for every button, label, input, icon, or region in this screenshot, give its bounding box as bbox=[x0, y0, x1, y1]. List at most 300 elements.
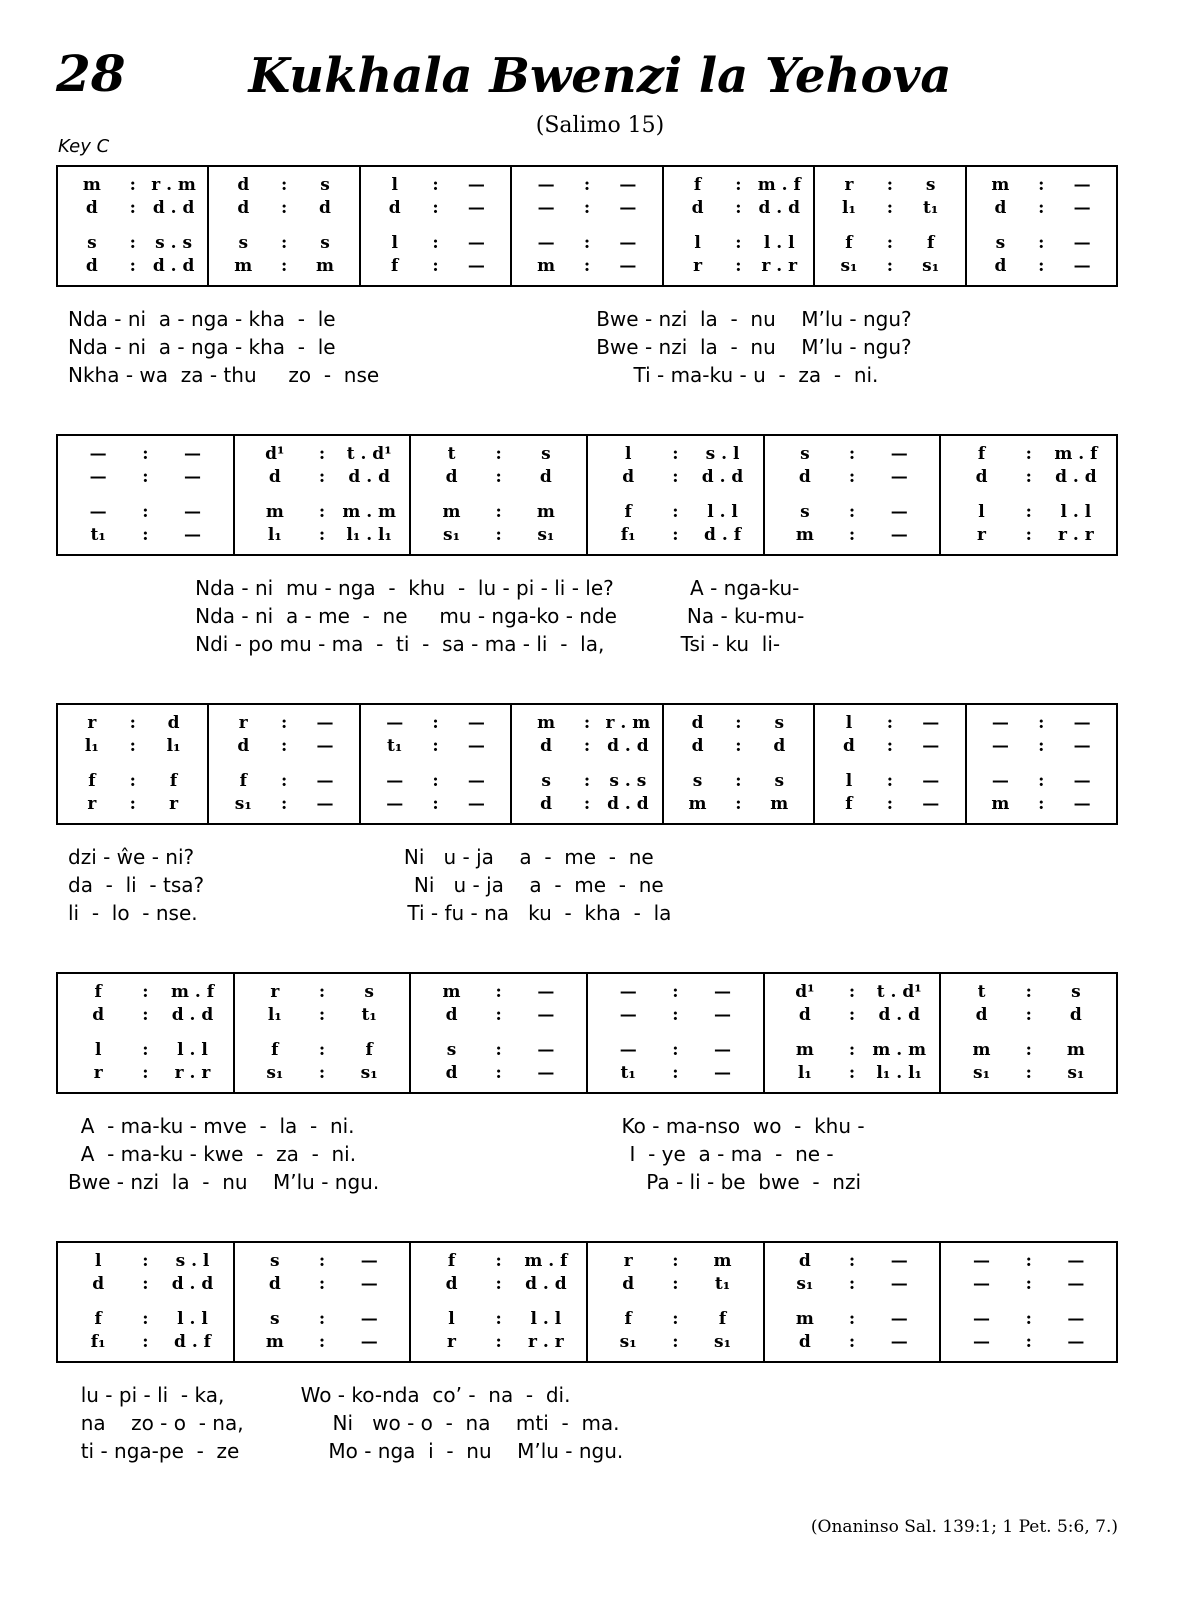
solfa-note: m bbox=[795, 525, 814, 545]
solfa-note: t . d¹ bbox=[346, 444, 392, 464]
solfa-row bbox=[941, 982, 1116, 1002]
solfa-note: s₁ bbox=[1067, 1063, 1085, 1083]
solfa-note: — bbox=[184, 502, 202, 522]
solfa-note: l bbox=[448, 1309, 455, 1329]
solfa-note: d bbox=[798, 467, 811, 487]
solfa-note: — bbox=[973, 1309, 991, 1329]
solfa-row bbox=[765, 1274, 940, 1294]
solfa-note: — bbox=[890, 467, 908, 487]
lyric-line: Nkha - wa za - thu zo - nse Ti - ma-ku - u - za - ni. bbox=[68, 363, 879, 387]
solfa-row bbox=[58, 525, 233, 545]
solfa-row bbox=[411, 1063, 586, 1083]
solfa-row bbox=[941, 1040, 1116, 1060]
solfa-row bbox=[411, 982, 586, 1002]
beat-colon: : bbox=[432, 736, 439, 756]
solfa-note: — bbox=[714, 1005, 732, 1025]
measure bbox=[588, 1243, 765, 1361]
solfa-row bbox=[664, 198, 813, 218]
solfa-note: l₁ bbox=[84, 736, 99, 756]
solfa-note: d . d bbox=[152, 198, 195, 218]
solfa-row bbox=[411, 502, 586, 522]
solfa-note: d bbox=[85, 198, 98, 218]
beat-colon: : bbox=[886, 233, 893, 253]
solfa-note: r . r bbox=[1058, 525, 1094, 545]
solfa-note: r . r bbox=[174, 1063, 211, 1083]
beat-colon: : bbox=[281, 713, 288, 733]
solfa-note: — bbox=[991, 713, 1009, 733]
beat-colon: : bbox=[281, 736, 288, 756]
solfa-note: s₁ bbox=[360, 1063, 378, 1083]
beat-colon: : bbox=[1025, 467, 1032, 487]
solfa-note: d bbox=[237, 198, 250, 218]
solfa-note: f bbox=[977, 444, 986, 464]
beat-colon: : bbox=[848, 1251, 856, 1271]
solfa-note: — bbox=[316, 771, 334, 791]
solfa-row bbox=[512, 771, 661, 791]
solfa-row bbox=[765, 1309, 940, 1329]
solfa-note: d bbox=[85, 256, 98, 276]
solfa-note: — bbox=[973, 1251, 991, 1271]
solfa-note: l bbox=[94, 1251, 102, 1271]
solfa-note: l bbox=[845, 771, 853, 791]
solfa-row bbox=[235, 1040, 410, 1060]
solfa-row bbox=[411, 444, 586, 464]
solfa-note: r bbox=[87, 794, 97, 814]
solfa-note: t bbox=[447, 444, 456, 464]
solfa-row bbox=[58, 175, 207, 195]
solfa-note: — bbox=[537, 198, 555, 218]
solfa-note: — bbox=[537, 233, 555, 253]
solfa-note: d bbox=[773, 736, 786, 756]
beat-colon: : bbox=[1038, 771, 1045, 791]
solfa-note: — bbox=[316, 736, 334, 756]
measure bbox=[58, 436, 235, 554]
solfa-note: m bbox=[82, 175, 101, 195]
solfa-note: s₁ bbox=[443, 525, 461, 545]
solfa-note: — bbox=[991, 771, 1009, 791]
beat-colon: : bbox=[1025, 444, 1032, 464]
solfa-note: d . f bbox=[174, 1332, 211, 1352]
solfa-note: — bbox=[922, 713, 940, 733]
beat-colon: : bbox=[495, 525, 502, 545]
solfa-row bbox=[361, 198, 510, 218]
solfa-note: — bbox=[537, 175, 555, 195]
solfa-note: f bbox=[169, 771, 178, 791]
solfa-row bbox=[765, 982, 940, 1002]
measure bbox=[588, 974, 765, 1092]
beat-colon: : bbox=[672, 1063, 679, 1083]
measure bbox=[235, 1243, 412, 1361]
beat-colon: : bbox=[142, 1251, 149, 1271]
solfa-row bbox=[588, 467, 763, 487]
solfa-note: — bbox=[316, 794, 334, 814]
beat-colon: : bbox=[129, 771, 136, 791]
solfa-note: s bbox=[364, 982, 374, 1002]
beat-colon: : bbox=[886, 771, 893, 791]
solfa-note: r bbox=[238, 713, 248, 733]
solfa-note: d bbox=[691, 713, 704, 733]
measure bbox=[361, 167, 512, 285]
solfa-note: s₁ bbox=[234, 794, 252, 814]
beat-colon: : bbox=[848, 502, 856, 522]
solfa-note: — bbox=[467, 198, 485, 218]
beat-colon: : bbox=[495, 1332, 502, 1352]
solfa-note: — bbox=[973, 1274, 991, 1294]
measure bbox=[411, 974, 588, 1092]
solfa-note: d bbox=[975, 467, 988, 487]
beat-colon: : bbox=[735, 198, 742, 218]
solfa-note: d bbox=[92, 1274, 105, 1294]
solfa-note: — bbox=[1073, 736, 1091, 756]
beat-colon: : bbox=[1025, 1309, 1032, 1329]
solfa-row bbox=[588, 525, 763, 545]
solfa-row bbox=[58, 502, 233, 522]
solfa-note: d bbox=[975, 1005, 988, 1025]
solfa-note: l bbox=[391, 233, 398, 253]
lyric-line: Bwe - nzi la - nu M’lu - ngu. Pa - li - be bwe - nzi bbox=[68, 1170, 862, 1194]
solfa-note: f bbox=[718, 1309, 727, 1329]
solfa-note: — bbox=[467, 713, 485, 733]
beat-colon: : bbox=[1038, 233, 1045, 253]
solfa-note: s bbox=[238, 233, 249, 253]
solfa-note: r bbox=[844, 175, 854, 195]
beat-colon: : bbox=[318, 1332, 326, 1352]
solfa-note: d¹ bbox=[795, 982, 815, 1002]
solfa-note: s . s bbox=[155, 233, 193, 253]
measure bbox=[664, 167, 815, 285]
solfa-note: — bbox=[619, 1005, 637, 1025]
solfa-row bbox=[664, 256, 813, 276]
measure bbox=[209, 167, 360, 285]
solfa-note: m . f bbox=[170, 982, 215, 1002]
solfa-note: t₁ bbox=[361, 1005, 377, 1025]
beat-colon: : bbox=[281, 198, 288, 218]
beat-colon: : bbox=[1038, 198, 1045, 218]
solfa-note: m bbox=[795, 1040, 814, 1060]
solfa-row bbox=[664, 771, 813, 791]
measure bbox=[967, 705, 1116, 823]
solfa-row bbox=[235, 1005, 410, 1025]
solfa-note: — bbox=[619, 198, 637, 218]
solfa-note: — bbox=[1073, 175, 1091, 195]
solfa-note: — bbox=[922, 736, 940, 756]
measure bbox=[512, 167, 663, 285]
beat-colon: : bbox=[142, 1063, 149, 1083]
solfa-note: — bbox=[1067, 1332, 1085, 1352]
solfa-note: t₁ bbox=[714, 1274, 731, 1294]
solfa-note: r bbox=[87, 713, 97, 733]
solfa-row bbox=[815, 713, 964, 733]
beat-colon: : bbox=[281, 794, 288, 814]
solfa-note: m bbox=[265, 1332, 284, 1352]
beat-colon: : bbox=[1025, 1332, 1032, 1352]
solfa-note: s bbox=[1071, 982, 1081, 1002]
beat-colon: : bbox=[1038, 175, 1045, 195]
solfa-row bbox=[967, 713, 1116, 733]
beat-colon: : bbox=[142, 444, 149, 464]
solfa-note: s₁ bbox=[266, 1063, 284, 1083]
solfa-note: — bbox=[537, 1040, 555, 1060]
lyric-line: A - ma-ku - kwe - za - ni. I - ye a - ma - ne - bbox=[68, 1142, 834, 1166]
solfa-note: — bbox=[537, 982, 555, 1002]
solfa-row bbox=[58, 736, 207, 756]
solfa-note: — bbox=[537, 1063, 555, 1083]
solfa-note: r bbox=[270, 982, 280, 1002]
beat-colon: : bbox=[848, 467, 856, 487]
solfa-note: — bbox=[89, 444, 107, 464]
measure bbox=[765, 1243, 942, 1361]
lyric-line: na zo - o - na, Ni wo - o - na mti - ma. bbox=[68, 1411, 620, 1435]
beat-colon: : bbox=[142, 1274, 149, 1294]
solfa-note: m bbox=[991, 794, 1010, 814]
solfa-note: d bbox=[445, 1063, 458, 1083]
solfa-row bbox=[411, 525, 586, 545]
beat-colon: : bbox=[735, 256, 742, 276]
solfa-note: — bbox=[360, 1274, 378, 1294]
solfa-row bbox=[235, 467, 410, 487]
solfa-note: m bbox=[442, 502, 461, 522]
beat-colon: : bbox=[495, 1063, 502, 1083]
solfa-row bbox=[361, 736, 510, 756]
solfa-row bbox=[765, 444, 940, 464]
solfa-row bbox=[235, 1309, 410, 1329]
beat-colon: : bbox=[735, 794, 742, 814]
music-system bbox=[56, 434, 1118, 556]
solfa-note: l₁ . l₁ bbox=[346, 525, 392, 545]
beat-colon: : bbox=[318, 1040, 326, 1060]
solfa-row bbox=[235, 1274, 410, 1294]
solfa-note: r bbox=[169, 794, 179, 814]
solfa-note: — bbox=[360, 1332, 378, 1352]
lyric-line: dzi - ŵe - ni? Ni u - ja a - me - ne bbox=[68, 845, 654, 869]
solfa-note: d bbox=[540, 794, 553, 814]
beat-colon: : bbox=[281, 256, 288, 276]
solfa-row bbox=[815, 794, 964, 814]
solfa-note: — bbox=[619, 982, 637, 1002]
solfa-note: f bbox=[94, 982, 102, 1002]
solfa-note: d bbox=[691, 198, 704, 218]
beat-colon: : bbox=[735, 736, 742, 756]
solfa-row bbox=[815, 198, 964, 218]
beat-colon: : bbox=[281, 771, 288, 791]
solfa-note: — bbox=[386, 794, 404, 814]
key-signature: Key C bbox=[58, 136, 110, 157]
solfa-note: — bbox=[467, 736, 485, 756]
solfa-note: t bbox=[977, 982, 986, 1002]
beat-colon: : bbox=[672, 444, 679, 464]
solfa-note: s₁ bbox=[619, 1332, 637, 1352]
solfa-row bbox=[235, 525, 410, 545]
beat-colon: : bbox=[735, 713, 742, 733]
solfa-row bbox=[941, 467, 1116, 487]
solfa-row bbox=[967, 233, 1116, 253]
beat-colon: : bbox=[583, 794, 591, 814]
solfa-row bbox=[512, 713, 661, 733]
solfa-note: m . f bbox=[1054, 444, 1098, 464]
solfa-note: d bbox=[319, 198, 331, 218]
beat-colon: : bbox=[318, 1063, 326, 1083]
solfa-note: d bbox=[237, 175, 250, 195]
solfa-row bbox=[58, 256, 207, 276]
solfa-note: d bbox=[268, 467, 281, 487]
beat-colon: : bbox=[318, 1005, 326, 1025]
beat-colon: : bbox=[495, 1251, 502, 1271]
solfa-note: f₁ bbox=[620, 525, 636, 545]
measure bbox=[235, 436, 412, 554]
solfa-note: r . m bbox=[151, 175, 196, 195]
beat-colon: : bbox=[1038, 256, 1045, 276]
solfa-note: — bbox=[1073, 256, 1091, 276]
solfa-note: s bbox=[270, 1251, 280, 1271]
beat-colon: : bbox=[1038, 713, 1045, 733]
solfa-note: — bbox=[714, 1063, 732, 1083]
solfa-row bbox=[209, 233, 358, 253]
solfa-row bbox=[941, 1274, 1116, 1294]
solfa-note: m bbox=[972, 1040, 991, 1060]
beat-colon: : bbox=[886, 256, 893, 276]
solfa-note: s bbox=[774, 771, 785, 791]
solfa-note: l . l bbox=[763, 233, 795, 253]
solfa-note: — bbox=[467, 256, 485, 276]
solfa-note: — bbox=[890, 444, 908, 464]
solfa-row bbox=[765, 525, 940, 545]
solfa-row bbox=[765, 1005, 940, 1025]
solfa-note: r bbox=[623, 1251, 633, 1271]
beat-colon: : bbox=[583, 256, 591, 276]
beat-colon: : bbox=[583, 175, 591, 195]
beat-colon: : bbox=[1025, 1274, 1032, 1294]
solfa-note: — bbox=[619, 1040, 637, 1060]
solfa-note: d . d bbox=[701, 467, 744, 487]
beat-colon: : bbox=[1025, 982, 1032, 1002]
solfa-note: s bbox=[87, 233, 97, 253]
solfa-row bbox=[512, 256, 661, 276]
solfa-note: s bbox=[541, 771, 551, 791]
beat-colon: : bbox=[281, 233, 288, 253]
solfa-note: r . m bbox=[605, 713, 651, 733]
beat-colon: : bbox=[318, 1251, 326, 1271]
solfa-row bbox=[235, 444, 410, 464]
solfa-row bbox=[765, 467, 940, 487]
solfa-row bbox=[588, 1251, 763, 1271]
solfa-row bbox=[58, 1063, 233, 1083]
solfa-row bbox=[411, 1251, 586, 1271]
solfa-note: d bbox=[798, 1251, 811, 1271]
solfa-note: r bbox=[93, 1063, 103, 1083]
lyric-line: li - lo - nse. Ti - fu - na ku - kha - la bbox=[68, 901, 672, 925]
song-subtitle: (Salimo 15) bbox=[535, 113, 665, 138]
solfa-note: d bbox=[445, 467, 458, 487]
solfa-note: d . d bbox=[607, 736, 649, 756]
solfa-note: l₁ bbox=[267, 525, 282, 545]
solfa-note: d bbox=[388, 198, 401, 218]
solfa-note: — bbox=[89, 467, 107, 487]
solfa-note: d . d bbox=[525, 1274, 567, 1294]
solfa-note: — bbox=[1073, 713, 1091, 733]
solfa-row bbox=[941, 502, 1116, 522]
solfa-note: f bbox=[927, 233, 935, 253]
beat-colon: : bbox=[318, 1309, 326, 1329]
solfa-note: d bbox=[622, 467, 635, 487]
solfa-note: d . f bbox=[704, 525, 742, 545]
solfa-note: d . d bbox=[152, 256, 195, 276]
beat-colon: : bbox=[886, 713, 893, 733]
measure bbox=[588, 436, 765, 554]
solfa-note: m bbox=[536, 502, 555, 522]
solfa-note: m bbox=[688, 794, 707, 814]
solfa-note: d bbox=[994, 256, 1007, 276]
solfa-row bbox=[209, 794, 358, 814]
beat-colon: : bbox=[672, 1251, 679, 1271]
lyric-line: Ndi - po mu - ma - ti - sa - ma - li - la, Tsi - ku li- bbox=[68, 632, 781, 656]
measure bbox=[815, 167, 966, 285]
beat-colon: : bbox=[142, 982, 149, 1002]
solfa-row bbox=[235, 1251, 410, 1271]
solfa-note: — bbox=[714, 1040, 732, 1060]
solfa-note: — bbox=[973, 1332, 991, 1352]
beat-colon: : bbox=[1038, 794, 1045, 814]
solfa-row bbox=[58, 198, 207, 218]
solfa-note: — bbox=[890, 1309, 908, 1329]
solfa-row bbox=[209, 713, 358, 733]
beat-colon: : bbox=[129, 736, 136, 756]
solfa-note: s bbox=[800, 502, 810, 522]
solfa-note: l bbox=[391, 175, 398, 195]
beat-colon: : bbox=[672, 1332, 679, 1352]
measure bbox=[941, 1243, 1116, 1361]
solfa-note: — bbox=[619, 175, 637, 195]
solfa-note: — bbox=[922, 771, 940, 791]
solfa-note: f bbox=[624, 1309, 632, 1329]
solfa-note: l bbox=[845, 713, 853, 733]
measure bbox=[941, 974, 1116, 1092]
beat-colon: : bbox=[495, 1005, 502, 1025]
solfa-row bbox=[765, 502, 940, 522]
lyric-line: Nda - ni a - nga - kha - le Bwe - nzi la - nu M’lu - ngu? bbox=[68, 307, 912, 331]
beat-colon: : bbox=[583, 736, 591, 756]
beat-colon: : bbox=[672, 467, 679, 487]
beat-colon: : bbox=[129, 256, 136, 276]
solfa-note: — bbox=[991, 736, 1009, 756]
beat-colon: : bbox=[583, 198, 591, 218]
solfa-note: — bbox=[467, 233, 485, 253]
solfa-row bbox=[588, 982, 763, 1002]
solfa-row bbox=[58, 444, 233, 464]
solfa-row bbox=[664, 233, 813, 253]
beat-colon: : bbox=[495, 444, 502, 464]
solfa-row bbox=[411, 467, 586, 487]
solfa-note: — bbox=[922, 794, 940, 814]
beat-colon: : bbox=[281, 175, 288, 195]
beat-colon: : bbox=[848, 1005, 856, 1025]
measure bbox=[209, 705, 360, 823]
solfa-note: — bbox=[1067, 1309, 1085, 1329]
solfa-row bbox=[361, 233, 510, 253]
solfa-note: m bbox=[234, 256, 253, 276]
solfa-note: — bbox=[386, 771, 404, 791]
solfa-note: s . s bbox=[609, 771, 647, 791]
solfa-note: d . d bbox=[607, 794, 649, 814]
solfa-note: m . f bbox=[524, 1251, 568, 1271]
beat-colon: : bbox=[848, 1274, 856, 1294]
beat-colon: : bbox=[886, 175, 893, 195]
solfa-note: l . l bbox=[707, 502, 738, 522]
solfa-note: — bbox=[1067, 1274, 1085, 1294]
beat-colon: : bbox=[318, 502, 326, 522]
solfa-note: d bbox=[539, 467, 552, 487]
solfa-row bbox=[411, 1005, 586, 1025]
beat-colon: : bbox=[848, 1063, 856, 1083]
